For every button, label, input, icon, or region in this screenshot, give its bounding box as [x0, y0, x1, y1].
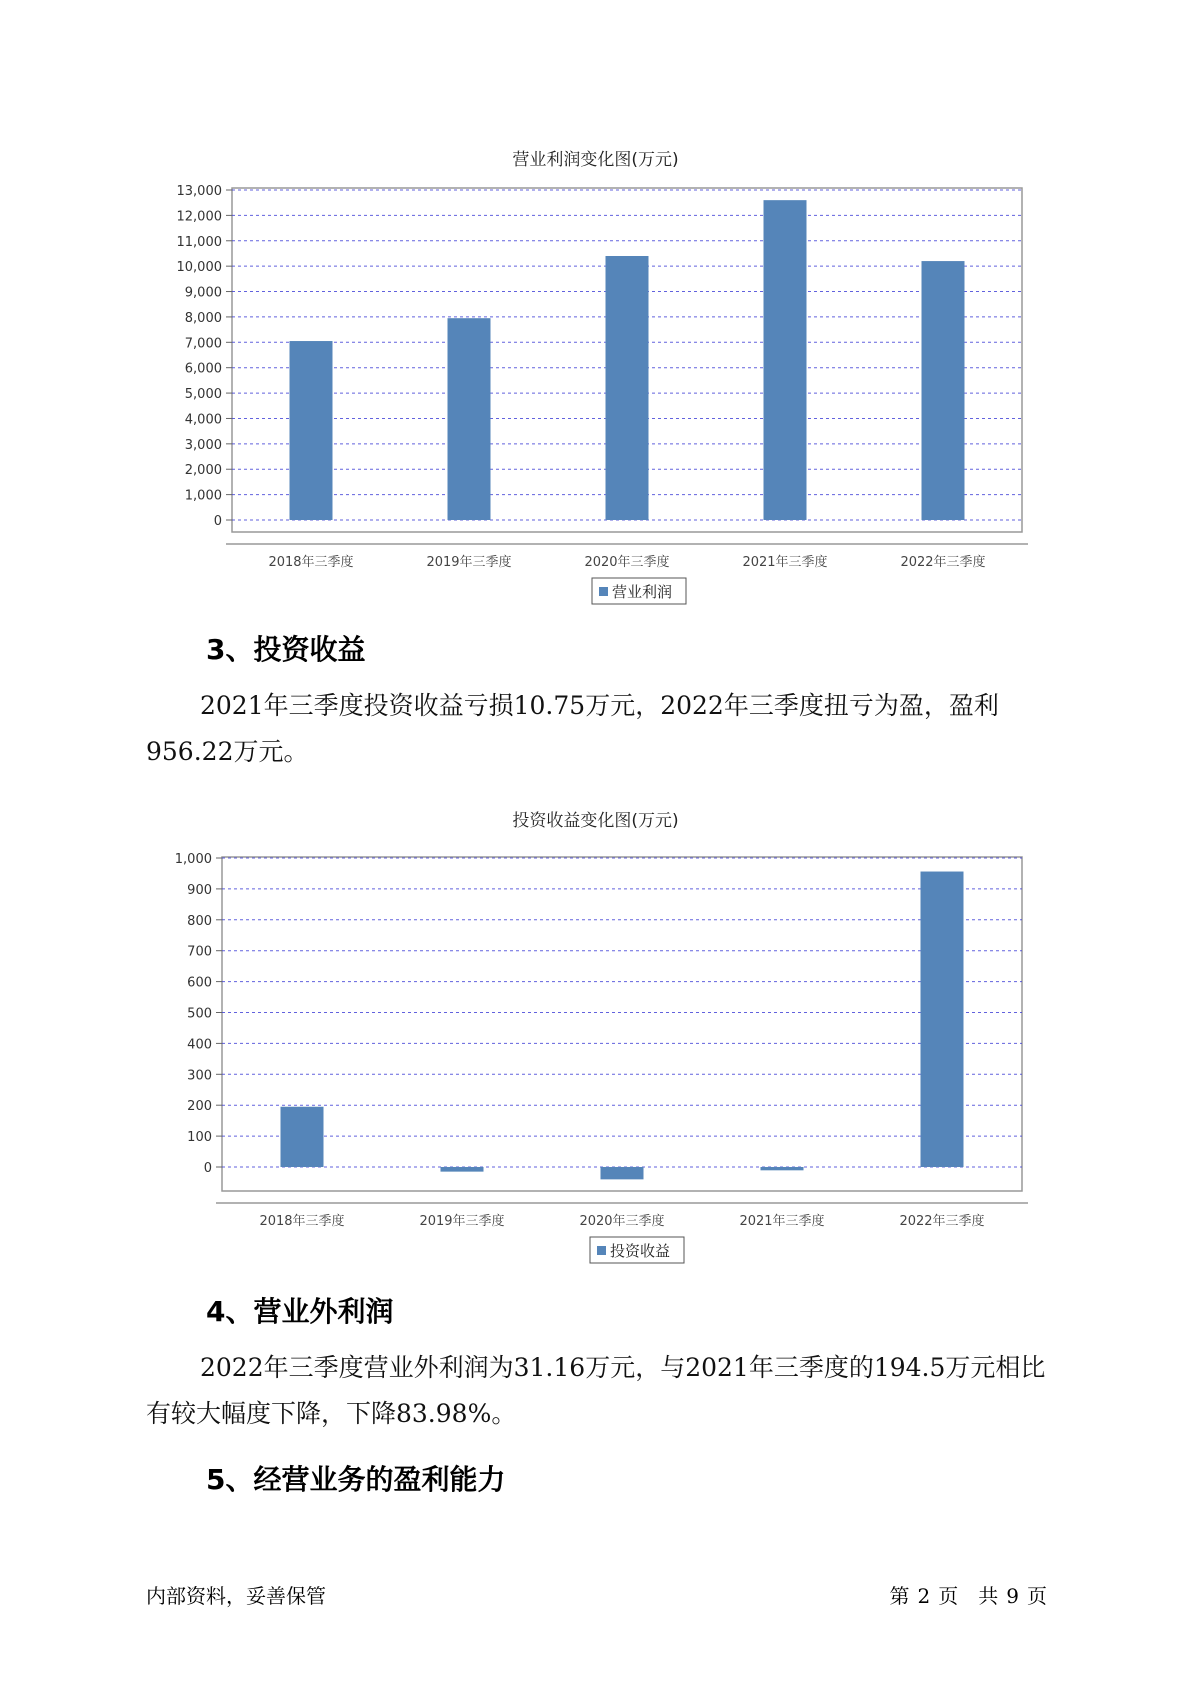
y-tick-label: 8,000 [184, 310, 222, 326]
bar-2021年三季度 [761, 1167, 804, 1170]
page-mid: 页 共 [938, 1584, 999, 1608]
y-tick-label: 6,000 [184, 361, 222, 377]
y-tick-label: 4,000 [184, 412, 222, 428]
legend-label: 投资收益 [610, 1242, 671, 1260]
footer-confidential-note: 内部资料，妥善保管 [146, 1584, 326, 1608]
bar-2018年三季度 [281, 1107, 324, 1167]
bar-2022年三季度 [921, 872, 964, 1167]
bar-2020年三季度 [601, 1167, 644, 1179]
y-tick-label: 500 [187, 1006, 212, 1022]
page-total: 9 [1006, 1584, 1019, 1608]
x-tick-label: 2019年三季度 [426, 555, 512, 570]
plot-frame [222, 857, 1022, 1191]
paragraph-investment-income-text: 2021年三季度投资收益亏损10.75万元，2022年三季度扭亏为盈，盈利956.22万元。 [146, 691, 999, 766]
x-tick-label: 2021年三季度 [739, 1214, 825, 1229]
y-tick-label: 10,000 [176, 260, 222, 276]
paragraph-investment-income [146, 683, 1066, 775]
legend-swatch [599, 587, 608, 596]
chart-title-investment-income: 投资收益变化图(万元) [512, 811, 679, 831]
bar-2018年三季度 [290, 341, 333, 520]
y-tick-label: 1,000 [184, 488, 222, 504]
y-tick-label: 900 [187, 882, 212, 898]
y-tick-label: 800 [187, 913, 212, 929]
y-tick-label: 2,000 [184, 463, 222, 479]
page-current: 2 [917, 1584, 931, 1608]
legend-swatch [597, 1246, 606, 1255]
page-prefix: 第 [889, 1584, 910, 1608]
x-tick-label: 2018年三季度 [268, 555, 354, 570]
y-tick-label: 400 [187, 1037, 212, 1053]
paragraph-non-operating-profit-text: 2022年三季度营业外利润为31.16万元，与2021年三季度的194.5万元相比有较大幅度下降，下降83.98%。 [146, 1353, 1046, 1428]
y-tick-label: 200 [187, 1099, 212, 1115]
investment-income-chart [0, 832, 1191, 1260]
bar-2021年三季度 [764, 200, 807, 520]
y-tick-label: 5,000 [184, 387, 222, 403]
y-tick-label: 12,000 [176, 209, 222, 225]
section-heading-non-operating-profit: 4、营业外利润 [206, 1295, 394, 1328]
y-tick-label: 600 [187, 975, 212, 991]
x-tick-label: 2022年三季度 [900, 555, 986, 570]
y-tick-label: 1,000 [174, 852, 212, 867]
y-tick-label: 100 [187, 1130, 212, 1146]
bar-2020年三季度 [606, 256, 649, 520]
x-tick-label: 2021年三季度 [742, 555, 828, 570]
chart-title-operating-profit: 营业利润变化图(万元) [512, 150, 679, 170]
paragraph-non-operating-profit [146, 1345, 1066, 1437]
y-tick-label: 0 [203, 1161, 212, 1176]
x-tick-label: 2020年三季度 [584, 555, 670, 570]
y-tick-label: 3,000 [184, 437, 222, 453]
operating-profit-chart [0, 170, 1191, 601]
legend-label: 营业利润 [612, 583, 673, 601]
x-tick-label: 2020年三季度 [579, 1214, 665, 1229]
bar-2019年三季度 [441, 1167, 484, 1172]
x-tick-label: 2018年三季度 [259, 1214, 345, 1229]
y-tick-label: 11,000 [176, 234, 222, 250]
page-suffix: 页 [1027, 1584, 1047, 1608]
y-tick-label: 700 [187, 944, 212, 960]
y-tick-label: 13,000 [176, 184, 222, 199]
x-tick-label: 2019年三季度 [419, 1214, 505, 1229]
y-tick-label: 0 [213, 514, 222, 529]
bar-2019年三季度 [448, 318, 491, 520]
y-tick-label: 300 [187, 1068, 212, 1084]
bar-2022年三季度 [922, 261, 965, 520]
section-heading-profitability: 5、经营业务的盈利能力 [206, 1463, 506, 1496]
footer-page-number [886, 1580, 1051, 1609]
y-tick-label: 9,000 [184, 285, 222, 301]
x-tick-label: 2022年三季度 [899, 1214, 985, 1229]
section-heading-investment-income: 3、投资收益 [206, 633, 366, 666]
y-tick-label: 7,000 [184, 336, 222, 352]
